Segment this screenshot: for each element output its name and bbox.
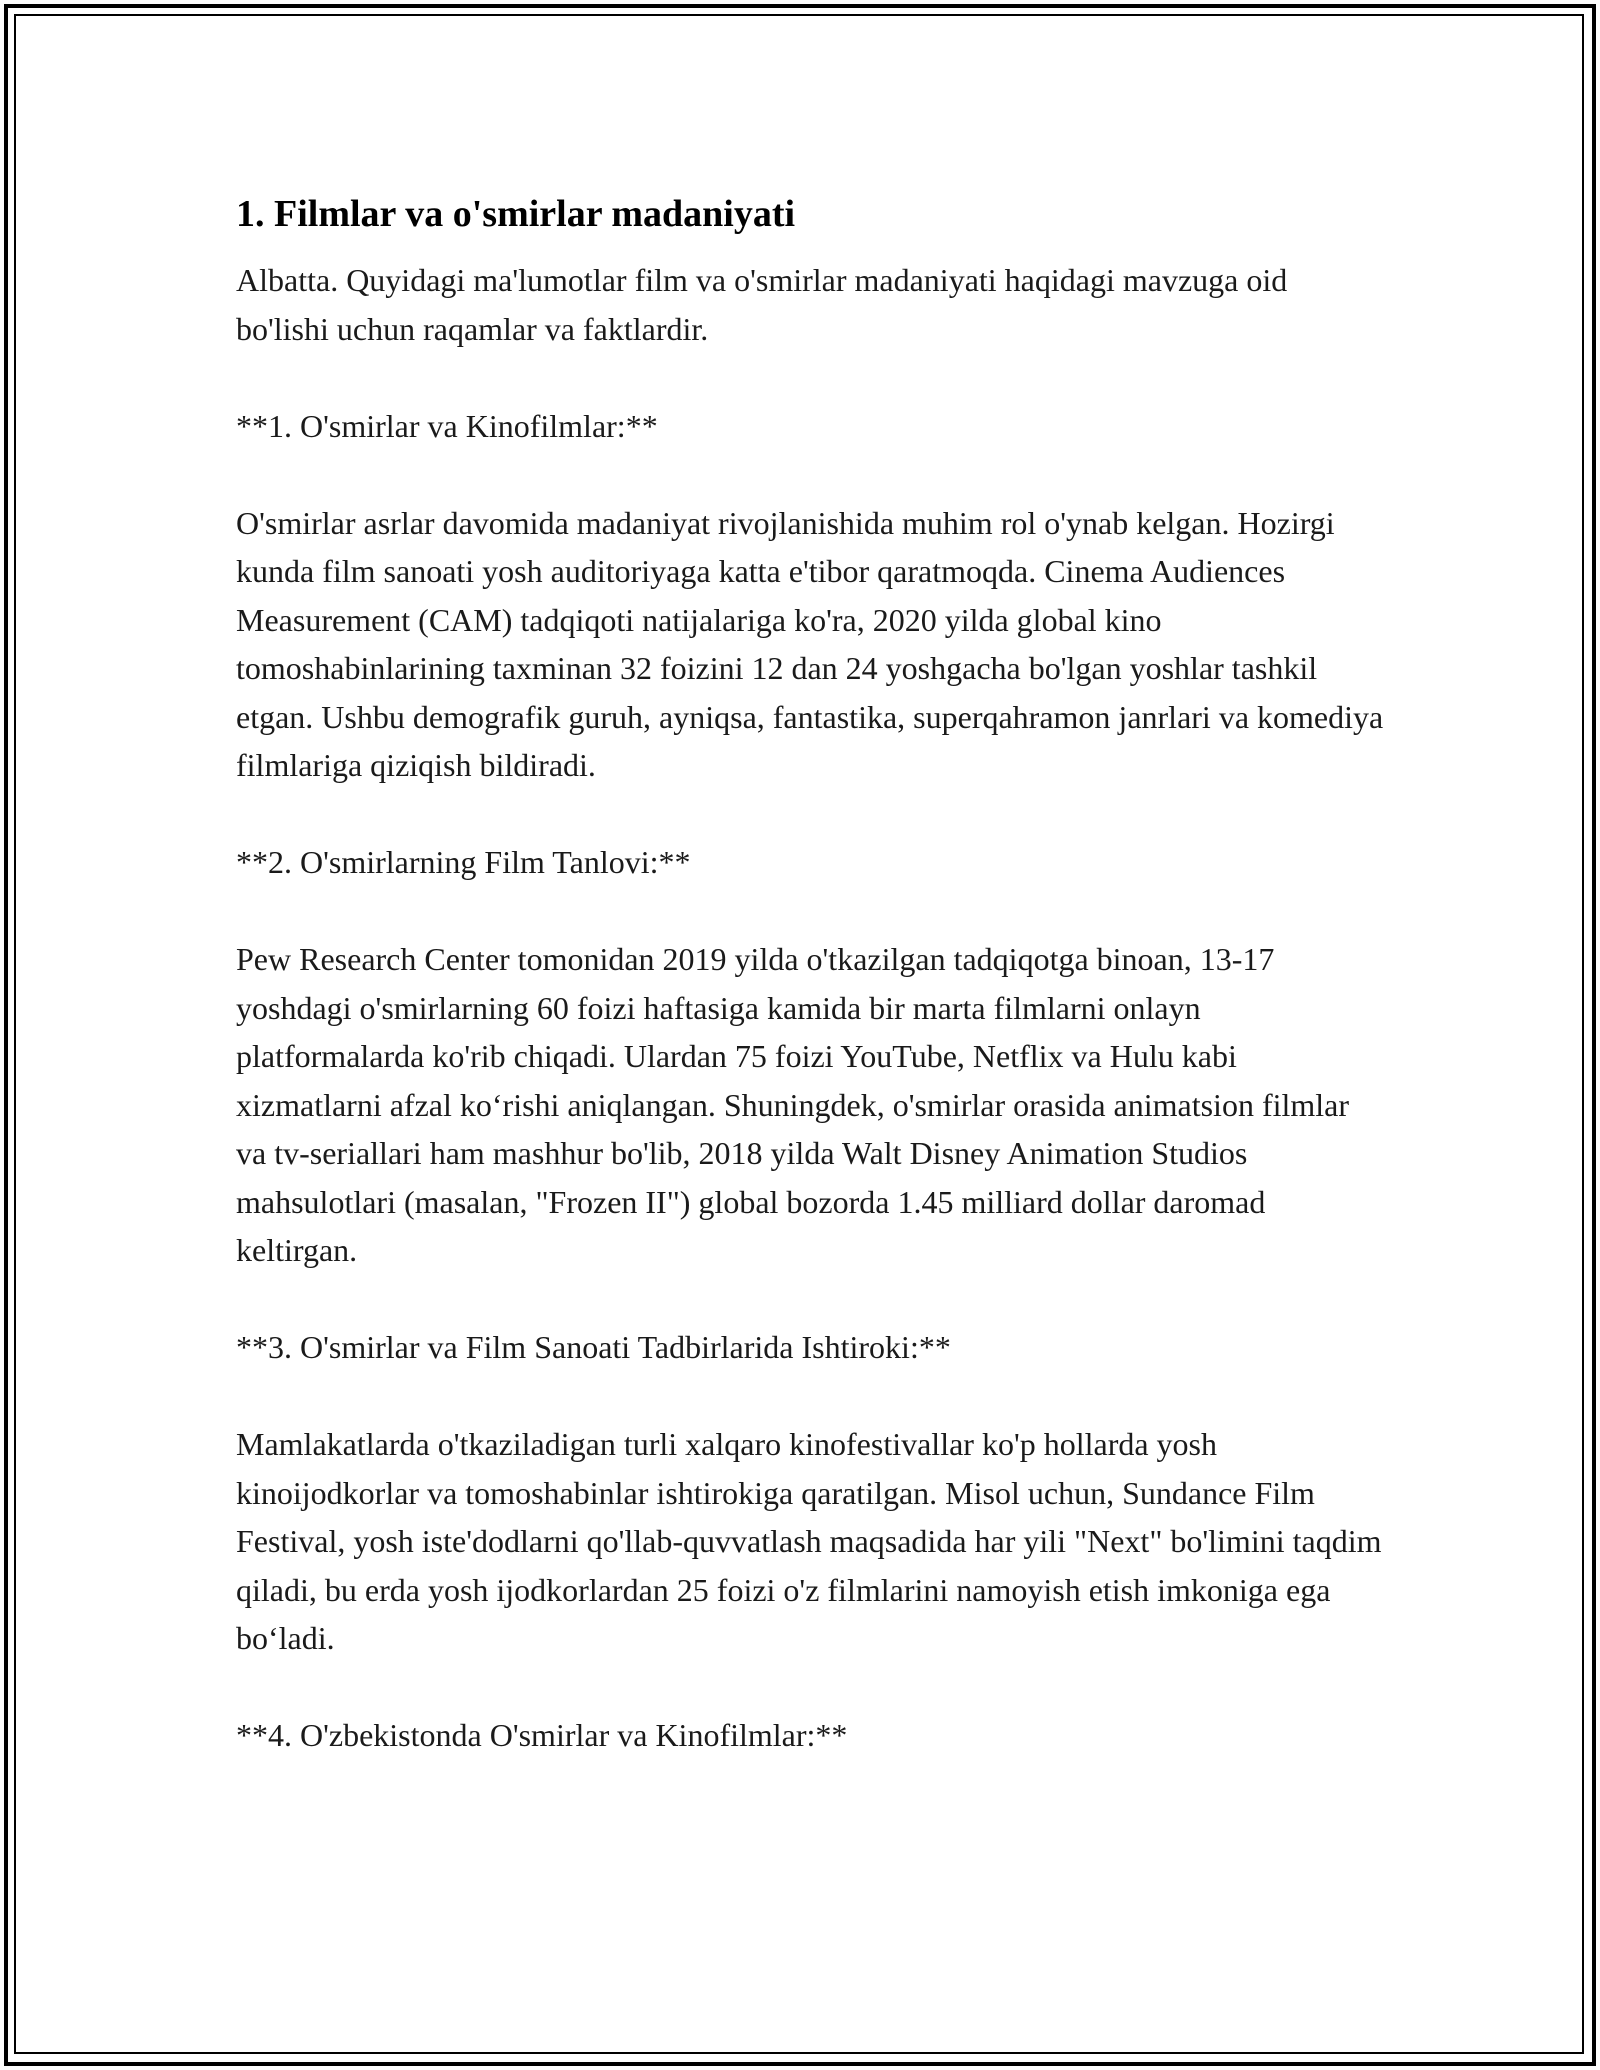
intro-paragraph: Albatta. Quyidagi ma'lumotlar film va o'smirlar madaniyati haqidagi mavzuga oid bo'lishi uchun raqamlar va faktlardir. [236, 262, 1288, 347]
document-body [236, 186, 1386, 1760]
section-1-body: O'smirlar asrlar davomida madaniyat rivojlanishida muhim rol o'ynab kelgan. Hozirgi kunda film sanoati yosh auditoriyaga katta e'tibor qaratmoqda. Cinema Audiences Measurement (CAM) tadqiqoti natijalariga ko'ra, 2020 yilda global kino tomoshabinlarining taxminan 32 foizini 12 dan 24 yoshgacha bo'lgan yoshlar tashkil etgan. Ushbu demografik guruh, ayniqsa, fantastika, superqahramon janrlari va komediya filmlariga qiziqish bildiradi. [236, 504, 1384, 783]
section-3-heading: **3. O'smirlar va Film Sanoati Tadbirlarida Ishtiroki:** [236, 1329, 951, 1365]
section-2-body: Pew Research Center tomonidan 2019 yilda o'tkazilgan tadqiqotga binoan, 13-17 yoshdagi o'smirlarning 60 foizi haftasiga kamida bir marta filmlarni onlayn platformalarda ko'rib chiqadi. Ulardan 75 foizi YouTube, Netflix va Hulu kabi xizmatlarni afzal ko‘rishi aniqlangan. Shuningdek, o'smirlar orasida animatsion filmlar va tv-seriallari ham mashhur bo'lib, 2018 yilda Walt Disney Animation Studios mahsulotlari (masalan, "Frozen II") global bozorda 1.45 milliard dollar daromad keltirgan. [236, 941, 1350, 1268]
document-title: 1. Filmlar va o'smirlar madaniyati [236, 193, 796, 235]
section-2-heading: **2. O'smirlarning Film Tanlovi:** [236, 844, 691, 880]
section-3-body: Mamlakatlarda o'tkaziladigan turli xalqaro kinofestivallar ko'p hollarda yosh kinoijodkorlar va tomoshabinlar ishtirokiga qaratilgan. Misol uchun, Sundance Film Festival, yosh iste'dodlarni qo'llab-quvvatlash maqsadida har yili "Next" bo'limini taqdim qiladi, bu erda yosh ijodkorlardan 25 foizi o'z filmlarini namoyish etish imkoniga ega bo‘ladi. [236, 1426, 1382, 1656]
section-1-heading: **1. O'smirlar va Kinofilmlar:** [236, 407, 658, 444]
section-4-heading: **4. O'zbekistonda O'smirlar va Kinofilmlar:** [236, 1717, 848, 1753]
